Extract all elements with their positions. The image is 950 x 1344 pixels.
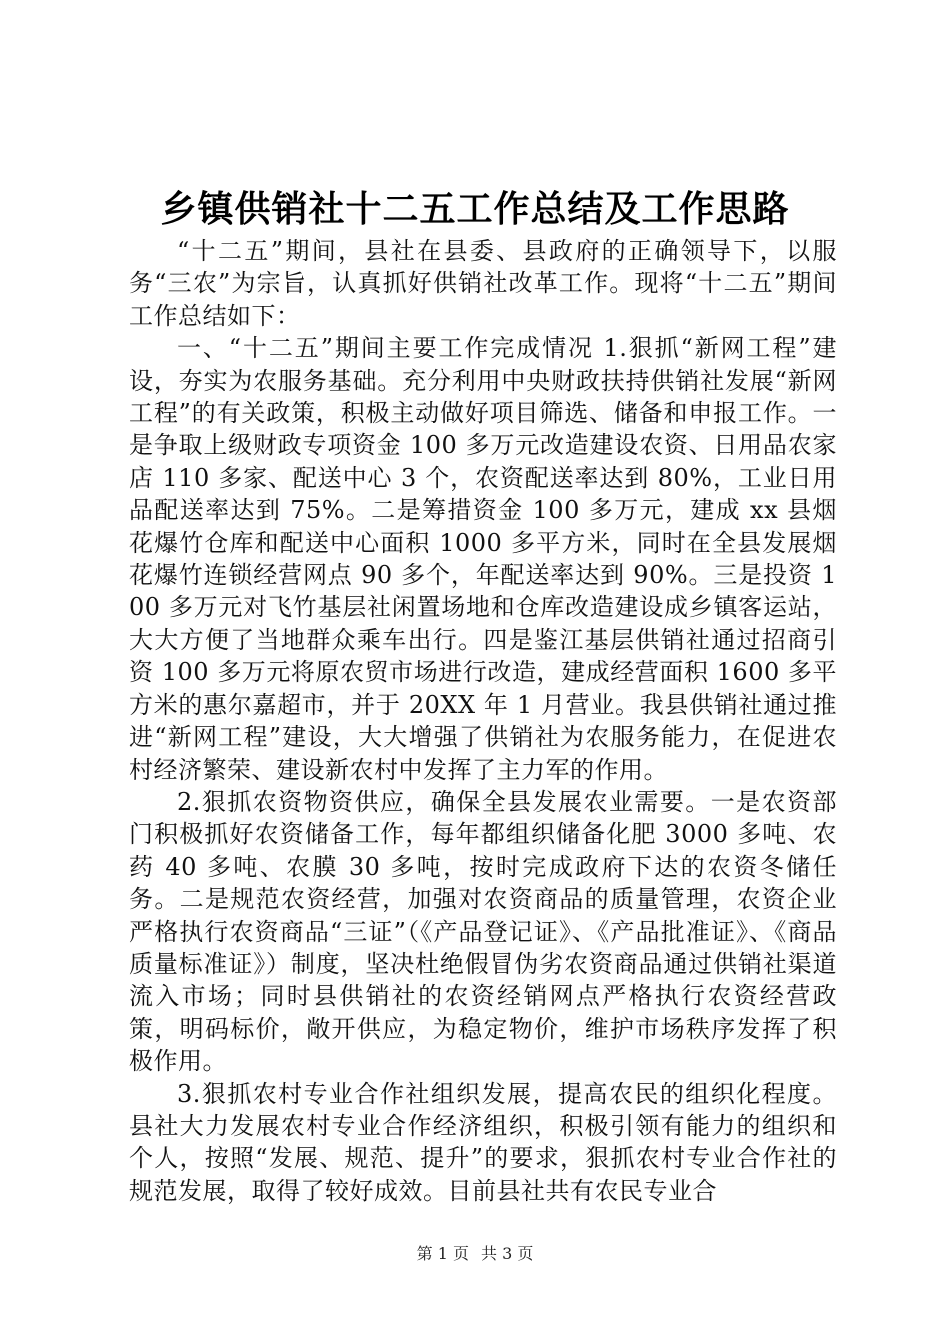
page-number: 第 1 页 [416, 1244, 469, 1263]
document-body [129, 235, 837, 1207]
paragraph-section-one: 一、“十二五”期间主要工作完成情况 1.狠抓“新网工程”建设，夯实为农服务基础。充分利用中央财政扶持供销社发展“新网工程”的有关政策，积极主动做好项目筛选、储备和申报工作。一是争取上级财政专项资金 100 多万元改造建设农资、日用品农家店 110 多家、配送中心 3 个，农资配送率达到 80%，工业日用品配送率达到 75%。二是筹措资金 100 多万元，建成 xx 县烟花爆竹仓库和配送中心面积 1000 多平方米，同时在全县发展烟花爆竹连锁经营网点 90 多个，年配送率达到 90%。三是投资 100 多万元对飞竹基层社闲置场地和仓库改造建设成乡镇客运站，大大方便了当地群众乘车出行。四是鉴江基层供销社通过招商引资 100 多万元将原农贸市场进行改造，建成经营面积 1600 多平方米的惠尔嘉超市，并于 20XX 年 1 月营业。我县供销社通过推进“新网工程”建设，大大增强了供销社为农服务能力，在促进农村经济繁荣、建设新农村中发挥了主力军的作用。 [129, 334, 837, 784]
paragraph-intro: “十二五”期间，县社在县委、县政府的正确领导下，以服务“三农”为宗旨，认真抓好供销社改革工作。现将“十二五”期间工作总结如下： [129, 237, 837, 330]
paragraph-item-three: 3.狠抓农村专业合作社组织发展，提高农民的组织化程度。县社大力发展农村专业合作经济组织，积极引领有能力的组织和个人，按照“发展、规范、提升”的要求，狠抓农村专业合作社的规范发展，取得了较好成效。目前县社共有农民专业合 [129, 1079, 837, 1205]
document-title: 乡镇供销社十二五工作总结及工作思路 [160, 188, 790, 230]
page-total: 共 3 页 [481, 1244, 534, 1263]
page-footer [0, 1243, 950, 1265]
paragraph-item-two: 2.狠抓农资物资供应，确保全县发展农业需要。一是农资部门积极抓好农资储备工作，每年都组织储备化肥 3000 多吨、农药 40 多吨、农膜 30 多吨，按时完成政府下达的农资冬储任务。二是规范农资经营，加强对农资商品的质量管理，农资企业严格执行农资商品“三证”（《产品登记证》、《产品批准证》、《商品质量标准证》）制度，坚决杜绝假冒伪劣农资商品通过供销社渠道流入市场；同时县供销社的农资经销网点严格执行农资经营政策，明码标价，敞开供应，为稳定物价，维护市场秩序发挥了积极作用。 [129, 787, 837, 1076]
